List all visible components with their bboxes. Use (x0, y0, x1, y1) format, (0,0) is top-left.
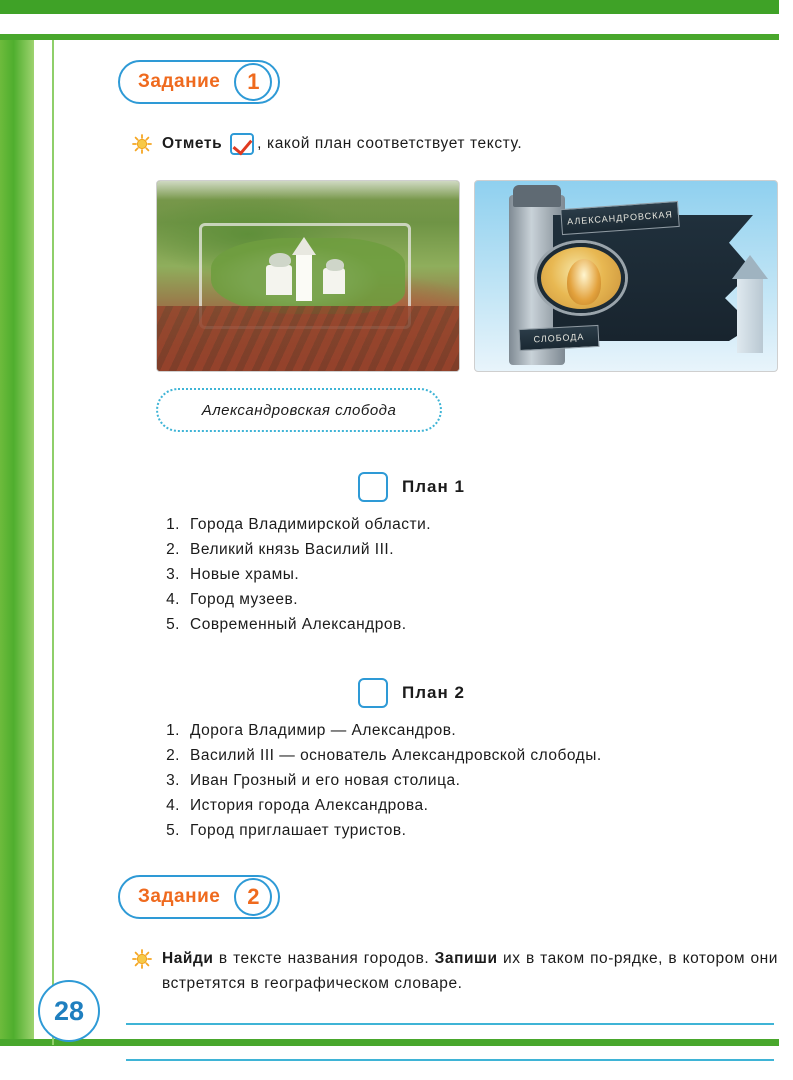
task-2-instruction-rest: их в таком по-рядке, в котором они встретятся в географическом словаре. (162, 950, 778, 992)
plan-1-list (154, 512, 778, 638)
sun-icon (132, 134, 152, 162)
red-checkmark-icon (230, 133, 254, 155)
list-item-text: Города Владимирской области. (190, 516, 432, 534)
plan-1-checkbox[interactable] (358, 472, 388, 502)
task-2-instruction-mid: в тексте названия городов. (213, 950, 435, 968)
illustration-row (156, 180, 778, 372)
banner-scroll-top: АЛЕКСАНДРОВСКАЯ (560, 201, 680, 235)
answer-area[interactable] (126, 1023, 778, 1080)
decorative-top-rule (0, 34, 793, 40)
list-item-text: История города Александрова. (190, 796, 429, 814)
list-item-number: 3. (166, 771, 180, 789)
list-item (154, 512, 778, 537)
list-item-text: Великий князь Василий III. (190, 541, 395, 559)
banner-post-cap (513, 185, 561, 207)
background-tower (737, 277, 763, 353)
task-1-badge (118, 60, 280, 104)
list-item (154, 562, 778, 587)
list-item (154, 818, 778, 843)
banner-scroll-bottom: СЛОБОДА (518, 325, 599, 351)
task-1-instruction (132, 132, 778, 162)
task-1-instruction-text (162, 132, 522, 156)
page-number: 28 (38, 980, 100, 1042)
decorative-inner-vertical-rule (52, 40, 54, 1045)
task-1-instruction-bold: Отметь (162, 135, 223, 152)
photo-church-2 (323, 268, 345, 294)
task-2-instruction-bold-2: Запиши (434, 950, 498, 968)
list-item-number: 5. (166, 616, 180, 634)
list-item (154, 718, 778, 743)
task-1-instruction-rest: , какой план соответствует тексту. (257, 135, 523, 152)
coat-of-arms-medallion (537, 243, 625, 313)
plan-2-list (154, 718, 778, 844)
decorative-top-border (0, 0, 793, 14)
list-item-text: Город приглашает туристов. (190, 822, 407, 839)
plan-1-title: План 1 (402, 477, 465, 497)
illustration-caption: Александровская слобода (156, 388, 442, 432)
photo-bell-tower (296, 253, 312, 301)
list-item (154, 768, 778, 793)
answer-line[interactable] (126, 1023, 774, 1025)
photo-dome-1 (269, 253, 291, 267)
coat-of-arms-banner-photo (474, 180, 778, 372)
decorative-left-border (0, 0, 34, 1080)
page-content (118, 60, 778, 1080)
list-item-number: 5. (166, 822, 180, 839)
list-item-number: 3. (166, 566, 180, 584)
list-item-text: Город музеев. (190, 591, 299, 609)
task-2-instruction-bold-1: Найди (162, 950, 214, 968)
task-2-instruction (132, 947, 778, 997)
decorative-right-margin (779, 0, 793, 1080)
photo-dome-2 (326, 259, 344, 271)
task-2-instruction-text (162, 947, 778, 997)
list-item-number: 4. (166, 591, 180, 609)
list-item-number: 1. (166, 516, 180, 534)
sun-icon (132, 949, 152, 978)
list-item-number: 1. (166, 721, 180, 739)
list-item-text: Василий III — основатель Александровской слободы. (190, 746, 602, 764)
task-2-label: Задание (138, 886, 221, 908)
answer-line[interactable] (126, 1059, 774, 1061)
plan-2-title: План 2 (402, 682, 465, 702)
plan-2-checkbox[interactable] (358, 678, 388, 708)
photo-sky (157, 181, 459, 200)
list-item (154, 587, 778, 612)
photo-church-1 (266, 265, 292, 295)
list-item-text: Дорога Владимир — Александров. (190, 721, 457, 739)
plan-2-header (358, 678, 778, 708)
aerial-photo-of-alexandrovskaya-sloboda (156, 180, 460, 372)
list-item (154, 743, 778, 768)
list-item-text: Новые храмы. (190, 566, 300, 584)
list-item-text: Современный Александров. (190, 616, 407, 634)
list-item-number: 2. (166, 541, 180, 559)
list-item-text: Иван Грозный и его новая столица. (190, 771, 461, 789)
plan-1-header (358, 472, 778, 502)
list-item (154, 537, 778, 562)
task-2-number: 2 (234, 878, 272, 916)
task-1-label: Задание (138, 71, 221, 92)
task-2-section (118, 875, 778, 1080)
list-item (154, 612, 778, 637)
photo-town-roofs (157, 306, 459, 371)
list-item (154, 793, 778, 818)
list-item-number: 4. (166, 796, 180, 814)
task-2-badge (118, 875, 280, 919)
list-item-number: 2. (166, 746, 180, 764)
decorative-top-gap (0, 14, 793, 34)
task-1-number: 1 (234, 63, 272, 101)
